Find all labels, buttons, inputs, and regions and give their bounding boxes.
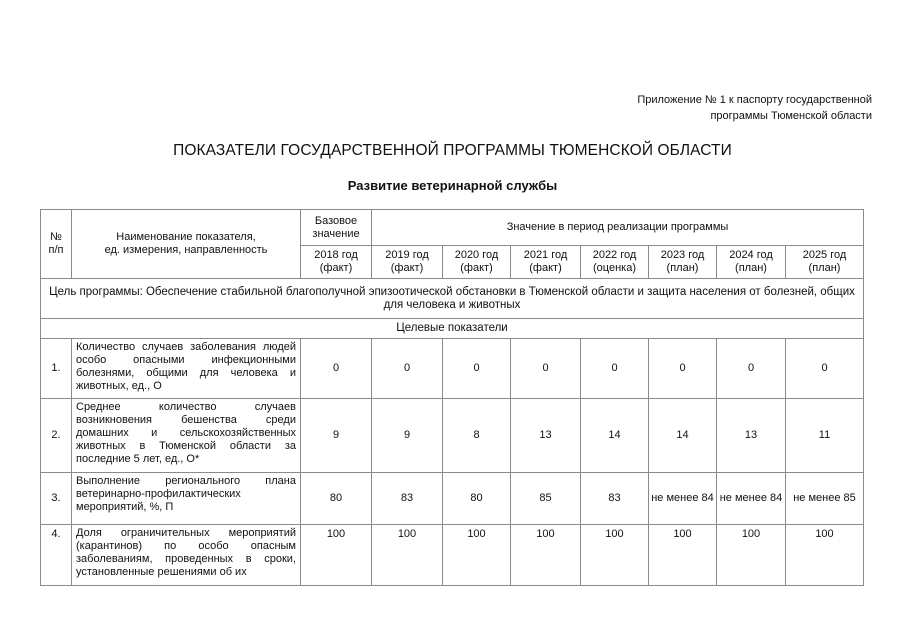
value-cell: 0 [649,339,717,399]
value-cell: 0 [443,339,511,399]
header-year: 2019 год [385,249,429,261]
value-cell: 100 [649,525,717,586]
value-cell: 14 [581,399,649,473]
indicator-name: Выполнение регионального плана ветеринарно-профилактических мероприятий, %, П [72,473,301,525]
header-year: 2023 год [660,249,705,261]
value-cell: 83 [581,473,649,525]
value-cell: 14 [649,399,717,473]
indicator-name: Среднее количество случаев возникновения бешенства среди домашних и сельскохозяйственных животных в Тюменской области за последние 5 лет, ед., О* [72,399,301,473]
page-title: ПОКАЗАТЕЛИ ГОСУДАРСТВЕННОЙ ПРОГРАММЫ ТЮМЕНСКОЙ ОБЛАСТИ [173,142,732,159]
header-name-cell [72,210,301,279]
header-num-line-1: № [50,231,62,243]
program-goal: Цель программы: Обеспечение стабильной благополучной эпизоотической обстановки в Тюменской области и защита населения от болезней, общих для человека и животных [41,279,864,319]
header-row-1 [41,210,864,246]
value-cell: 100 [717,525,786,586]
value-cell: 0 [511,339,581,399]
value-cell: 85 [511,473,581,525]
value-cell: 9 [301,399,372,473]
value-cell: 100 [581,525,649,586]
header-base-line-2: значение [312,227,360,240]
row-number: 1. [41,339,72,399]
header-base-cell [301,210,372,246]
header-year-cell [717,246,786,279]
header-name-line-1: Наименование показателя, [116,231,256,243]
row-number: 4. [41,525,72,586]
value-cell: не менее 85 [786,473,864,525]
header-year: 2021 год [523,249,568,261]
indicator-name: Доля ограничительных мероприятий (карантинов) по особо опасным заболеваниям, проведенных в сроки, установленные решениями об их [72,525,301,586]
indicator-name: Количество случаев заболевания людей особо опасными инфекционными болезнями, общими для человека и животных, ед., О [72,339,301,399]
header-year-kind: (план) [666,262,699,274]
header-year-kind: (факт) [390,262,424,274]
value-cell: 100 [786,525,864,586]
header-year-cell [649,246,717,279]
row-number: 2. [41,399,72,473]
page-subtitle: Развитие ветеринарной службы [347,178,558,193]
appendix-line-1: Приложение № 1 к паспорту государственной [637,94,872,106]
indicators-table [40,209,864,586]
value-cell: 11 [786,399,864,473]
header-year-kind: (факт) [529,262,562,274]
value-cell: 0 [301,339,372,399]
header-year-cell [372,246,443,279]
header-year: 2024 год [729,249,773,261]
header-num-line-2: п/п [48,244,64,256]
value-cell: 80 [443,473,511,525]
value-cell: 80 [301,473,372,525]
value-cell: 0 [717,339,786,399]
header-year-kind: (факт) [460,262,493,274]
value-cell: 0 [786,339,864,399]
row-number: 3. [41,473,72,525]
header-year-cell [786,246,864,279]
table-row [41,525,864,586]
table-row [41,339,864,399]
value-cell: 9 [372,399,443,473]
header-year-cell [581,246,649,279]
header-year-cell [511,246,581,279]
value-cell: 13 [717,399,786,473]
table-row [41,399,864,473]
header-base-line-1: Базовое [314,214,358,227]
header-year-kind: (оценка) [593,262,636,274]
goal-row [41,279,864,319]
header-year-kind: (план) [735,262,767,274]
value-cell: 100 [372,525,443,586]
value-cell: 8 [443,399,511,473]
header-year-cell [301,246,372,279]
appendix-note [572,92,872,124]
value-cell: 100 [443,525,511,586]
value-cell: 100 [301,525,372,586]
header-num-cell [41,210,72,279]
table-row [41,473,864,525]
value-cell: 0 [372,339,443,399]
header-year: 2020 год [454,249,499,261]
header-year-kind: (план) [808,262,841,274]
header-year-cell [443,246,511,279]
value-cell: 13 [511,399,581,473]
value-cell: не менее 84 [649,473,717,525]
section-title: Целевые показатели [41,319,864,339]
value-cell: 83 [372,473,443,525]
value-cell: не менее 84 [717,473,786,525]
header-year: 2022 год [592,249,637,261]
header-year: 2025 год [802,249,847,261]
header-name-line-2: ед. измерения, направленность [104,244,268,256]
value-cell: 0 [581,339,649,399]
header-period-cell: Значение в период реализации программы [372,210,864,246]
header-year-kind: (факт) [319,262,353,274]
value-cell: 100 [511,525,581,586]
appendix-line-2: программы Тюменской области [710,110,872,122]
section-row [41,319,864,339]
header-year: 2018 год [314,249,358,261]
